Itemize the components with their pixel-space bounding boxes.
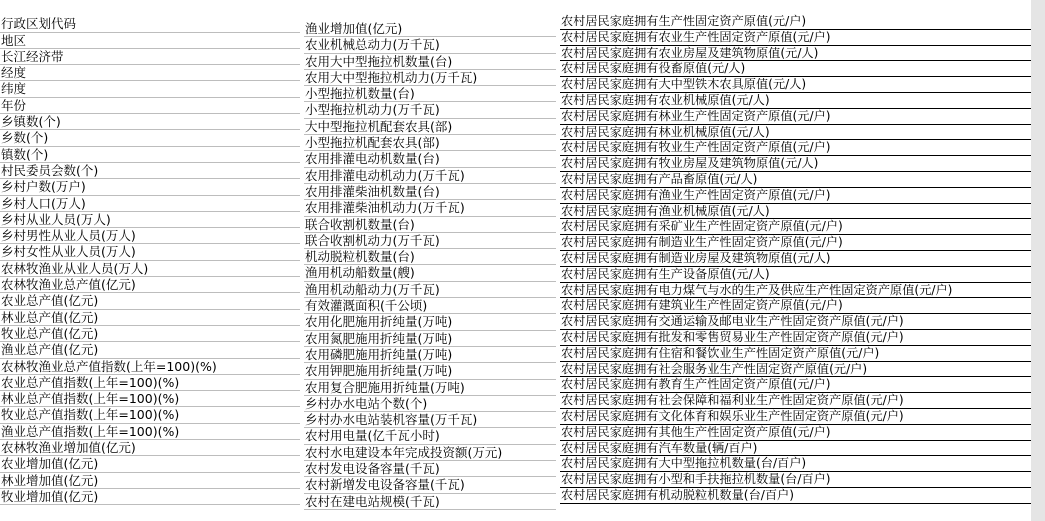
variable-name-cell: 乡村办水电站个数(个) [304, 396, 556, 412]
variable-name-cell: 农村居民家庭拥有建筑业生产性固定资产原值(元/户) [560, 298, 1045, 314]
variable-name-cell: 农村居民家庭拥有渔业生产性固定资产原值(元/户) [560, 188, 1045, 204]
variable-name-cell: 农村居民家庭拥有批发和零售贸易业生产性固定资产原值(元/户) [560, 330, 1045, 346]
variable-name-cell: 农村用电量(亿千瓦小时) [304, 428, 556, 444]
variable-name-cell: 农用复合肥施用折纯量(万吨) [304, 380, 556, 396]
variable-name-cell: 农用钾肥施用折纯量(万吨) [304, 363, 556, 379]
right-gutter [1031, 0, 1045, 521]
variable-name-cell: 农村居民家庭拥有其他生产性固定资产原值(元/户) [560, 425, 1045, 441]
variable-name-cell: 有效灌溉面积(千公顷) [304, 298, 556, 314]
variable-name-cell: 小型拖拉机配套农具(部) [304, 135, 556, 151]
variable-name-cell: 农村居民家庭拥有大中型拖拉机数量(台/百户) [560, 456, 1045, 472]
variable-name-cell: 农用大中型拖拉机动力(万千瓦) [304, 70, 556, 86]
variable-name-cell: 农村居民家庭拥有牧业房屋及建筑物原值(元/人) [560, 156, 1045, 172]
spacer-row [304, 0, 556, 21]
variable-name-cell: 农村居民家庭拥有社会保障和福利业生产性固定资产原值(元/户) [560, 393, 1045, 409]
variable-name-cell: 大中型拖拉机配套农具(部) [304, 119, 556, 135]
variable-name-cell: 机动脱粒机数量(台) [304, 249, 556, 265]
variable-name-cell: 农业机械总动力(万千瓦) [304, 37, 556, 53]
variable-name-cell: 农业总产值指数(上年=100)(%) [0, 375, 300, 391]
variable-name-cell: 渔业总产值指数(上年=100)(%) [0, 424, 300, 440]
variable-name-cell: 农村在建电站规模(千瓦) [304, 494, 556, 510]
variable-name-cell: 农用磷肥施用折纯量(万吨) [304, 347, 556, 363]
variable-name-cell: 林业总产值指数(上年=100)(%) [0, 391, 300, 407]
variable-name-cell: 农村居民家庭拥有农业机械原值(元/人) [560, 93, 1045, 109]
variable-name-cell: 农村居民家庭拥有林业机械原值(元/人) [560, 125, 1045, 141]
variable-name-cell: 农用排灌柴油机数量(台) [304, 184, 556, 200]
variable-name-cell: 渔用机动船动力(万千瓦) [304, 282, 556, 298]
variable-name-cell: 农用排灌柴油机动力(万千瓦) [304, 200, 556, 216]
variable-list-column-2 [304, 0, 556, 510]
variable-name-cell: 农村居民家庭拥有制造业房屋及建筑物原值(元/人) [560, 251, 1045, 267]
variable-name-cell: 农村居民家庭拥有文化体育和娱乐业生产性固定资产原值(元/户) [560, 409, 1045, 425]
variable-name-cell: 林业总产值(亿元) [0, 310, 300, 326]
variable-name-cell: 农村居民家庭拥有大中型铁木农具原值(元/人) [560, 77, 1045, 93]
variable-name-cell: 农村居民家庭拥有机动脱粒机数量(台/百户) [560, 488, 1045, 504]
variable-name-cell: 牧业增加值(亿元) [0, 489, 300, 505]
variable-name-cell: 农业总产值(亿元) [0, 293, 300, 309]
variable-name-cell: 农用化肥施用折纯量(万吨) [304, 314, 556, 330]
variable-name-cell: 渔业总产值(亿元) [0, 342, 300, 358]
variable-name-cell: 农村居民家庭拥有生产设备原值(元/人) [560, 267, 1045, 283]
variable-name-cell: 农村新增发电设备容量(千瓦) [304, 477, 556, 493]
variable-name-cell: 乡村户数(万户) [0, 179, 300, 195]
variable-name-cell: 乡村女性从业人员(万人) [0, 244, 300, 260]
variable-name-cell: 经度 [0, 65, 300, 81]
variable-name-cell: 农村居民家庭拥有电力煤气与水的生产及供应生产性固定资产原值(元/户) [560, 283, 1045, 299]
variable-name-cell: 镇数(个) [0, 147, 300, 163]
variable-name-cell: 乡村人口(万人) [0, 196, 300, 212]
variable-name-cell: 农林牧渔业增加值(亿元) [0, 440, 300, 456]
variable-name-cell: 长江经济带 [0, 49, 300, 65]
variable-name-cell: 农用大中型拖拉机数量(台) [304, 54, 556, 70]
variable-name-cell: 农林牧渔业从业人员(万人) [0, 261, 300, 277]
variable-name-cell: 林业增加值(亿元) [0, 473, 300, 489]
variable-name-cell: 年份 [0, 98, 300, 114]
variable-name-cell: 农村居民家庭拥有农业生产性固定资产原值(元/户) [560, 30, 1045, 46]
variable-name-cell: 农业增加值(亿元) [0, 456, 300, 472]
variable-name-cell: 乡村办水电站装机容量(万千瓦) [304, 412, 556, 428]
variable-name-cell: 农村发电设备容量(千瓦) [304, 461, 556, 477]
variable-name-cell: 村民委员会数(个) [0, 163, 300, 179]
variable-name-cell: 农村居民家庭拥有农业房屋及建筑物原值(元/人) [560, 46, 1045, 62]
variable-name-cell: 行政区划代码 [0, 16, 300, 32]
variable-name-cell: 农村居民家庭拥有役畜原值(元/人) [560, 61, 1045, 77]
variable-name-cell: 渔用机动船数量(艘) [304, 265, 556, 281]
variable-name-cell: 农村居民家庭拥有社会服务业生产性固定资产原值(元/户) [560, 362, 1045, 378]
variable-name-cell: 农村居民家庭拥有产品畜原值(元/人) [560, 172, 1045, 188]
variable-name-cell: 农村居民家庭拥有小型和手扶拖拉机数量(台/百户) [560, 472, 1045, 488]
variable-name-cell: 乡数(个) [0, 130, 300, 146]
variable-name-cell: 乡村男性从业人员(万人) [0, 228, 300, 244]
variable-name-cell: 农村居民家庭拥有牧业生产性固定资产原值(元/户) [560, 140, 1045, 156]
variable-name-cell: 联合收割机动力(万千瓦) [304, 233, 556, 249]
variable-name-cell: 乡镇数(个) [0, 114, 300, 130]
variable-name-cell: 农村居民家庭拥有制造业生产性固定资产原值(元/户) [560, 235, 1045, 251]
variable-list-column-3 [560, 14, 1045, 504]
variable-name-cell: 农村居民家庭拥有住宿和餐饮业生产性固定资产原值(元/户) [560, 346, 1045, 362]
variable-name-cell: 牧业总产值(亿元) [0, 326, 300, 342]
variable-name-cell: 农村居民家庭拥有生产性固定资产原值(元/户) [560, 14, 1045, 30]
variable-name-cell: 渔业增加值(亿元) [304, 21, 556, 37]
variable-name-cell: 地区 [0, 33, 300, 49]
variable-name-cell: 农村居民家庭拥有交通运输及邮电业生产性固定资产原值(元/户) [560, 314, 1045, 330]
variable-name-cell: 农用排灌电动机数量(台) [304, 151, 556, 167]
variable-name-cell: 农林牧渔业总产值(亿元) [0, 277, 300, 293]
variable-name-cell: 农村居民家庭拥有林业生产性固定资产原值(元/户) [560, 109, 1045, 125]
variable-name-cell: 牧业总产值指数(上年=100)(%) [0, 407, 300, 423]
variable-name-cell: 小型拖拉机动力(万千瓦) [304, 102, 556, 118]
variable-name-cell: 农用排灌电动机动力(万千瓦) [304, 168, 556, 184]
variable-name-cell: 小型拖拉机数量(台) [304, 86, 556, 102]
variable-name-cell: 农村居民家庭拥有采矿业生产性固定资产原值(元/户) [560, 219, 1045, 235]
variable-name-cell: 农村居民家庭拥有汽车数量(辆/百户) [560, 441, 1045, 457]
variable-name-cell: 乡村从业人员(万人) [0, 212, 300, 228]
variable-name-cell: 农用氮肥施用折纯量(万吨) [304, 331, 556, 347]
variable-list-column-1 [0, 0, 300, 505]
variable-name-cell: 纬度 [0, 81, 300, 97]
variable-name-cell: 农村水电建设本年完成投资额(万元) [304, 445, 556, 461]
spacer-row [0, 0, 300, 16]
variable-name-cell: 农村居民家庭拥有教育生产性固定资产原值(元/户) [560, 377, 1045, 393]
variable-name-cell: 农村居民家庭拥有渔业机械原值(元/人) [560, 204, 1045, 220]
variable-name-cell: 联合收割机数量(台) [304, 217, 556, 233]
variable-name-cell: 农林牧渔业总产值指数(上年=100)(%) [0, 359, 300, 375]
